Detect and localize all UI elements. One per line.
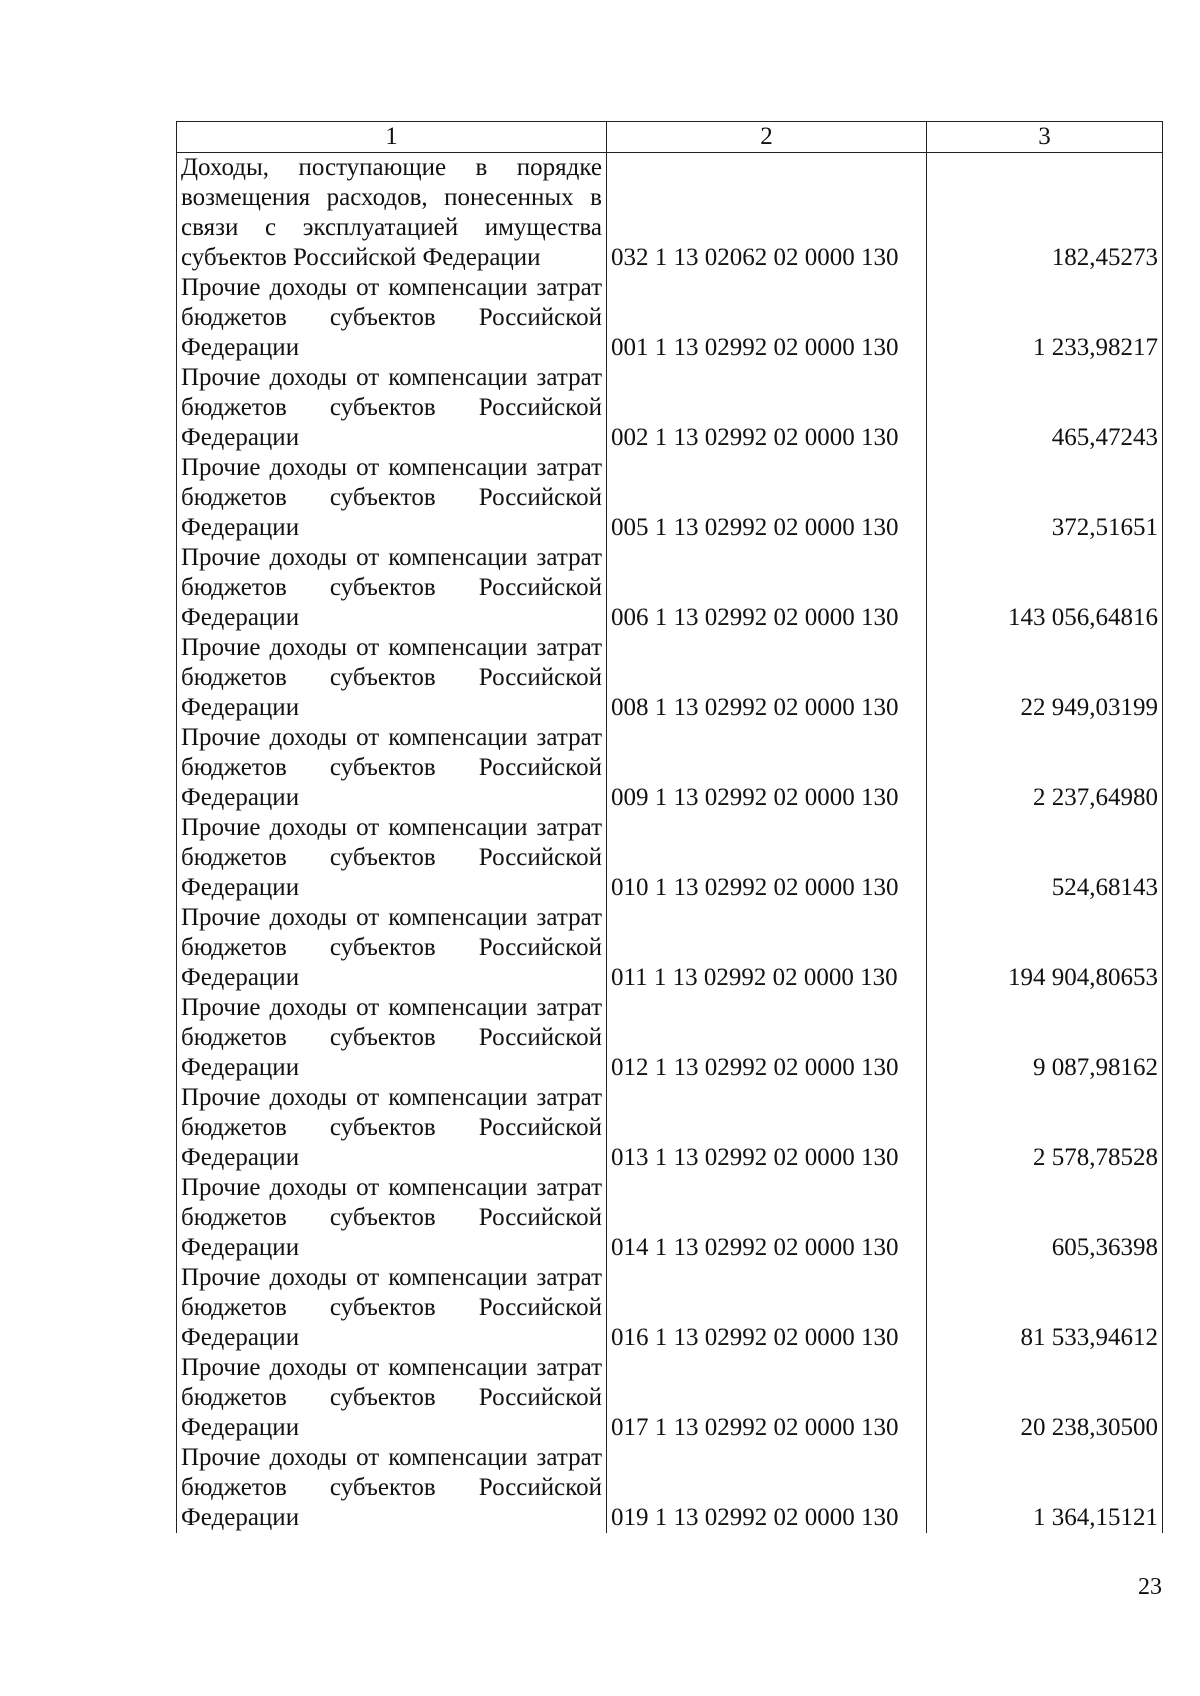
header-col-1: 1 xyxy=(177,122,607,153)
table-row xyxy=(177,723,1163,813)
table-body xyxy=(177,153,1163,1534)
row-name-cell: Прочие доходы от компенсации затрат бюджетов субъектов Российской Федерации xyxy=(177,363,607,453)
row-code-cell: 012 1 13 02992 02 0000 130 xyxy=(607,993,927,1083)
row-amount-cell: 2 578,78528 xyxy=(927,1083,1163,1173)
row-amount-cell: 143 056,64816 xyxy=(927,543,1163,633)
row-name-cell: Прочие доходы от компенсации затрат бюджетов субъектов Российской Федерации xyxy=(177,1263,607,1353)
table-row xyxy=(177,1353,1163,1443)
row-amount-cell: 81 533,94612 xyxy=(927,1263,1163,1353)
page-number: 23 xyxy=(1138,1574,1162,1600)
row-amount-cell: 465,47243 xyxy=(927,363,1163,453)
table-header xyxy=(177,122,1163,153)
row-code-cell: 032 1 13 02062 02 0000 130 xyxy=(607,153,927,274)
table-row xyxy=(177,1263,1163,1353)
row-amount-cell: 194 904,80653 xyxy=(927,903,1163,993)
table-row xyxy=(177,903,1163,993)
row-amount-cell: 20 238,30500 xyxy=(927,1353,1163,1443)
table-row xyxy=(177,543,1163,633)
row-code-cell: 014 1 13 02992 02 0000 130 xyxy=(607,1173,927,1263)
table-row xyxy=(177,153,1163,274)
row-name-cell: Прочие доходы от компенсации затрат бюджетов субъектов Российской Федерации xyxy=(177,903,607,993)
table-row xyxy=(177,273,1163,363)
row-code-cell: 017 1 13 02992 02 0000 130 xyxy=(607,1353,927,1443)
row-code-cell: 019 1 13 02992 02 0000 130 xyxy=(607,1443,927,1533)
table-row xyxy=(177,633,1163,723)
row-code-cell: 005 1 13 02992 02 0000 130 xyxy=(607,453,927,543)
table-row xyxy=(177,813,1163,903)
table-row xyxy=(177,993,1163,1083)
header-col-3: 3 xyxy=(927,122,1163,153)
row-name-cell: Прочие доходы от компенсации затрат бюджетов субъектов Российской Федерации xyxy=(177,1173,607,1263)
row-amount-cell: 1 233,98217 xyxy=(927,273,1163,363)
row-name-cell: Прочие доходы от компенсации затрат бюджетов субъектов Российской Федерации xyxy=(177,543,607,633)
row-name-cell: Прочие доходы от компенсации затрат бюджетов субъектов Российской Федерации xyxy=(177,813,607,903)
revenue-table xyxy=(176,121,1163,1533)
table-row xyxy=(177,363,1163,453)
table-row xyxy=(177,1173,1163,1263)
row-code-cell: 010 1 13 02992 02 0000 130 xyxy=(607,813,927,903)
row-code-cell: 009 1 13 02992 02 0000 130 xyxy=(607,723,927,813)
row-name-cell: Прочие доходы от компенсации затрат бюджетов субъектов Российской Федерации xyxy=(177,633,607,723)
header-col-2: 2 xyxy=(607,122,927,153)
row-name-cell: Прочие доходы от компенсации затрат бюджетов субъектов Российской Федерации xyxy=(177,993,607,1083)
row-name-cell: Прочие доходы от компенсации затрат бюджетов субъектов Российской Федерации xyxy=(177,1443,607,1533)
row-amount-cell: 605,36398 xyxy=(927,1173,1163,1263)
row-name-cell: Доходы, поступающие в порядке возмещения расходов, понесенных в связи с эксплуатацией имущества субъектов Российской Федерации xyxy=(177,153,607,274)
row-code-cell: 016 1 13 02992 02 0000 130 xyxy=(607,1263,927,1353)
row-name-cell: Прочие доходы от компенсации затрат бюджетов субъектов Российской Федерации xyxy=(177,723,607,813)
row-code-cell: 002 1 13 02992 02 0000 130 xyxy=(607,363,927,453)
row-amount-cell: 2 237,64980 xyxy=(927,723,1163,813)
table-row xyxy=(177,1443,1163,1533)
row-code-cell: 008 1 13 02992 02 0000 130 xyxy=(607,633,927,723)
row-name-cell: Прочие доходы от компенсации затрат бюджетов субъектов Российской Федерации xyxy=(177,1353,607,1443)
row-code-cell: 013 1 13 02992 02 0000 130 xyxy=(607,1083,927,1173)
row-amount-cell: 182,45273 xyxy=(927,153,1163,274)
header-row xyxy=(177,122,1163,153)
row-amount-cell: 1 364,15121 xyxy=(927,1443,1163,1533)
row-code-cell: 011 1 13 02992 02 0000 130 xyxy=(607,903,927,993)
row-name-cell: Прочие доходы от компенсации затрат бюджетов субъектов Российской Федерации xyxy=(177,273,607,363)
table-row xyxy=(177,453,1163,543)
row-amount-cell: 372,51651 xyxy=(927,453,1163,543)
row-name-cell: Прочие доходы от компенсации затрат бюджетов субъектов Российской Федерации xyxy=(177,453,607,543)
row-name-cell: Прочие доходы от компенсации затрат бюджетов субъектов Российской Федерации xyxy=(177,1083,607,1173)
row-amount-cell: 524,68143 xyxy=(927,813,1163,903)
row-amount-cell: 9 087,98162 xyxy=(927,993,1163,1083)
row-code-cell: 006 1 13 02992 02 0000 130 xyxy=(607,543,927,633)
table-row xyxy=(177,1083,1163,1173)
row-code-cell: 001 1 13 02992 02 0000 130 xyxy=(607,273,927,363)
row-amount-cell: 22 949,03199 xyxy=(927,633,1163,723)
